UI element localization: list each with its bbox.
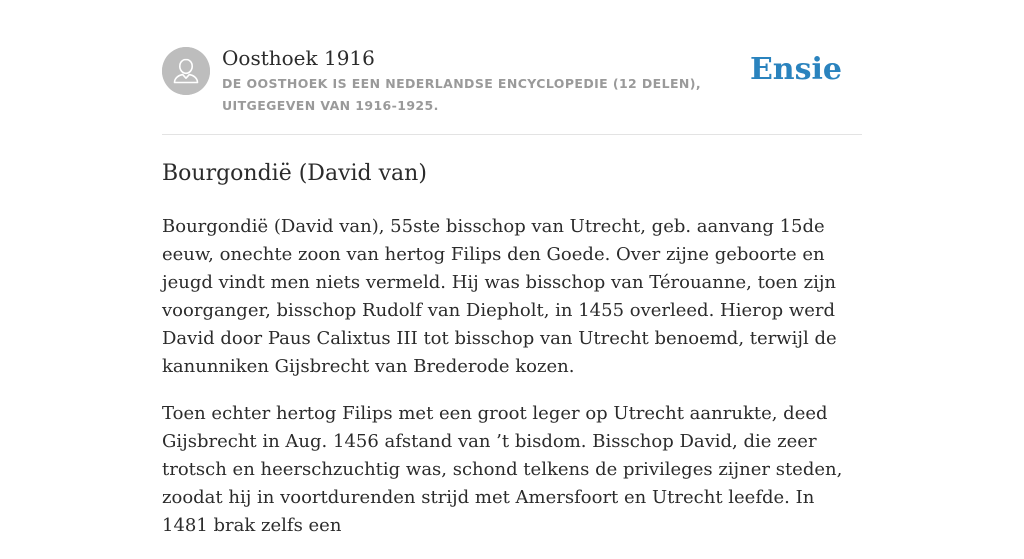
source-description: DE OOSTHOEK IS EEN NEDERLANDSE ENCYCLOPEDIE (12 DELEN), UITGEGEVEN VAN 1916-1925. — [222, 76, 702, 113]
source-title[interactable]: Oosthoek 1916 — [222, 46, 375, 70]
article-paragraph: Bourgondië (David van), 55ste bisschop van Utrecht, geb. aanvang 15de eeuw, onechte zoon van hertog Filips den Goede. Over zijne geboorte en jeugd vindt men niets vermeld. Hij was bisschop van Térouanne, toen zijn voorganger, bisschop Rudolf van Diepholt, in 1455 overleed. Hierop werd David door Paus Calixtus III tot bisschop van Utrecht benoemd, terwijl de kanunniken Gijsbrecht van Brederode kozen. — [162, 216, 837, 377]
article-paragraph: Toen echter hertog Filips met een groot leger op Utrecht aanrukte, deed Gijsbrecht in Aug. 1456 afstand van ’t bisdom. Bisschop David, die zeer trotsch en heerschzuchtig was, schond telkens de privileges zijner steden, zoodat hij in voortdurenden strijd met Amersfoort en Utrecht leefde. In 1481 brak zelfs een — [162, 403, 843, 536]
source-header — [162, 0, 862, 135]
user-silhouette-icon[interactable] — [162, 47, 210, 95]
brand-logo[interactable]: Ensie — [749, 52, 842, 87]
content-container — [162, 0, 862, 559]
article-body — [162, 213, 862, 540]
source-info — [222, 45, 762, 117]
article-title: Bourgondië (David van) — [162, 161, 427, 186]
